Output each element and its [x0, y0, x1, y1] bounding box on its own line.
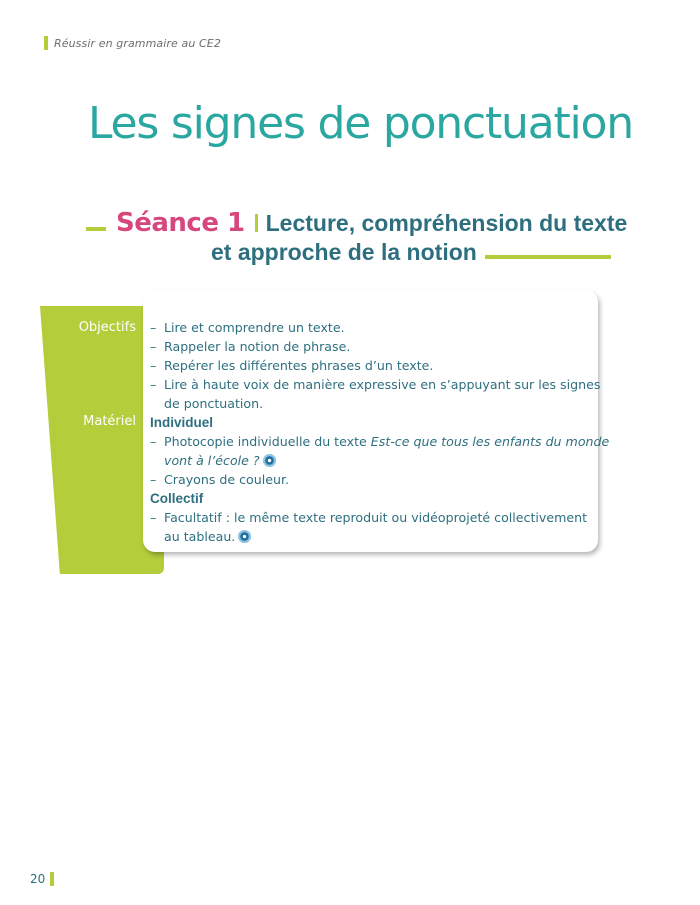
objective-item: – Lire à haute voix de manière expressive en s’appuyant sur les signes — [150, 377, 601, 392]
cd-icon[interactable] — [238, 530, 251, 543]
session-separator — [255, 214, 258, 232]
materiel-item: – Photocopie individuelle du texte Est-ce que tous les enfants du monde — [150, 434, 610, 449]
page-title: Les signes de ponctuation — [88, 98, 633, 149]
page-number-bar — [50, 872, 54, 886]
cd-icon[interactable] — [263, 454, 276, 467]
objective-item: – Lire et comprendre un texte. — [150, 320, 345, 335]
objective-item: – Repérer les différentes phrases d’un texte. — [150, 358, 434, 373]
session-title-line2: et approche de la notion — [211, 238, 477, 265]
card-content — [150, 318, 610, 546]
running-head-text: Réussir en grammaire au CE2 — [54, 36, 221, 50]
materiel-item: – Crayons de couleur. — [150, 472, 290, 487]
objective-continuation: de ponctuation. — [164, 396, 264, 411]
session-dash-left — [86, 227, 106, 231]
materiel-item: – Facultatif : le même texte reproduit ou vidéoprojeté collectivement — [150, 510, 588, 525]
materiel-item-continuation: au tableau. — [150, 527, 590, 546]
running-head-bar — [44, 36, 48, 50]
session-dash-right — [485, 255, 611, 259]
objective-item: – Rappeler la notion de phrase. — [150, 339, 351, 354]
page-number — [30, 872, 54, 886]
session-heading-line2 — [211, 236, 611, 268]
label-objectifs: Objectifs — [78, 320, 136, 335]
session-number: Séance 1 — [116, 208, 245, 238]
collectif-heading: Collectif — [150, 491, 204, 506]
label-materiel: Matériel — [83, 414, 136, 429]
individuel-heading: Individuel — [150, 415, 214, 430]
session-title-line1: Lecture, compréhension du texte — [265, 209, 628, 236]
running-head — [44, 36, 221, 50]
page-number-text: 20 — [30, 872, 46, 886]
materiel-item-continuation: vont à l’école ? — [150, 451, 590, 470]
